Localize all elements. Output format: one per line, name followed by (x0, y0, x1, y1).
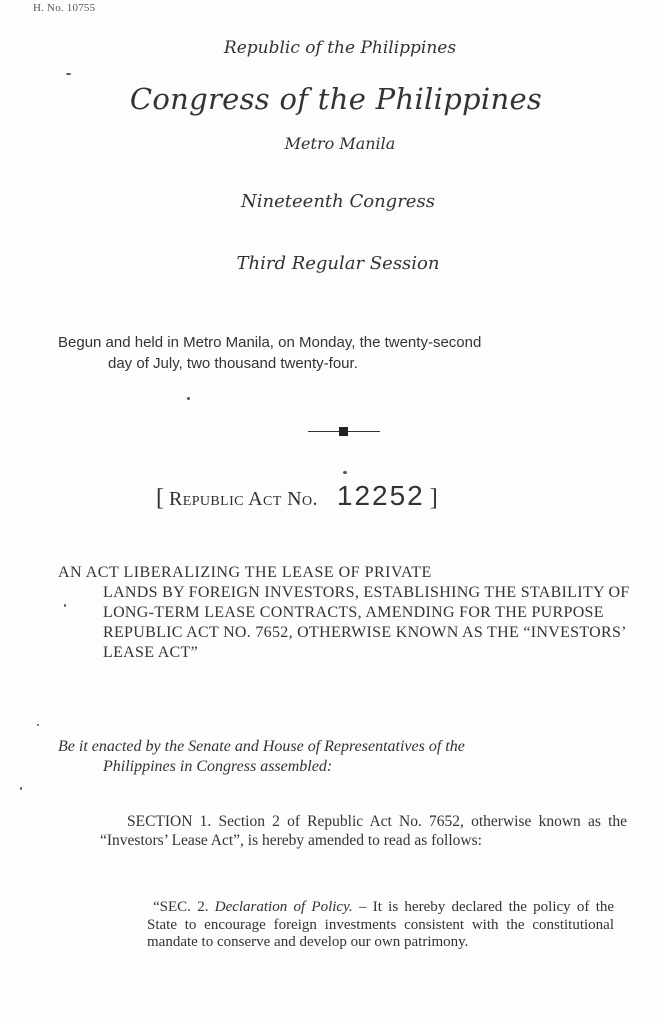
enacting-clause (58, 737, 633, 777)
house-bill-number: H. No. 10755 (33, 2, 96, 14)
republic-act-number: 12252 (336, 480, 425, 511)
left-bracket-icon: [ (156, 485, 164, 511)
scan-speck (37, 724, 39, 726)
quoted-section-body: – It is hereby declared the policy of the State to encourage foreign investments consistent with the constitutional mandate to conserve and develop our own patrimony. (147, 899, 615, 950)
scan-speck (20, 787, 22, 790)
begun-line-2: day of July, two thousand twenty-four. (108, 355, 358, 372)
quoted-section-2 (147, 899, 614, 952)
header-congress-number: Nineteenth Congress (241, 191, 435, 212)
section-1-text: SECTION 1. Section 2 of Republic Act No. 7652, otherwise known as the “Investors’ Lease Act”, is hereby amended to read as follows: (100, 813, 627, 849)
begun-line-1: Begun and held in Metro Manila, on Monday, the twenty-second (58, 334, 482, 351)
quoted-section-prefix: “SEC. 2. (153, 899, 209, 915)
enacting-clause-line-1: Be it enacted by the Senate and House of Representatives of the (58, 738, 465, 755)
scan-speck (66, 73, 71, 75)
republic-act-title (156, 480, 438, 512)
header-congress: Congress of the Philippines (129, 82, 543, 116)
scan-speck (64, 604, 66, 607)
enacting-clause-line-2: Philippines in Congress assembled: (103, 758, 333, 775)
scan-speck (343, 471, 347, 474)
scan-speck (187, 397, 190, 400)
act-title-first-line: AN ACT LIBERALIZING THE LEASE OF PRIVATE (58, 564, 432, 581)
republic-act-label: Republic Act No. (169, 488, 318, 510)
header-session: Third Regular Session (236, 253, 440, 274)
section-1 (102, 812, 627, 850)
quoted-section-heading: Declaration of Policy. (214, 899, 353, 915)
divider-square-icon (339, 427, 348, 436)
act-title (58, 563, 633, 663)
quoted-section-paragraph (147, 899, 614, 952)
header-republic: Republic of the Philippines (223, 38, 457, 58)
header-city: Metro Manila (284, 134, 396, 153)
right-bracket-icon: ] (429, 485, 438, 511)
ornamental-divider (308, 425, 380, 439)
begun-and-held-statement (58, 332, 630, 374)
act-title-rest: LANDS BY FOREIGN INVESTORS, ESTABLISHING THE STABILITY OF LONG-TERM LEASE CONTRACTS, AMENDING FOR THE PURPOSE REPUBLIC ACT NO. 7652, OTHERWISE KNOWN AS THE “INVESTORS’ LEASE ACT” (103, 584, 630, 661)
